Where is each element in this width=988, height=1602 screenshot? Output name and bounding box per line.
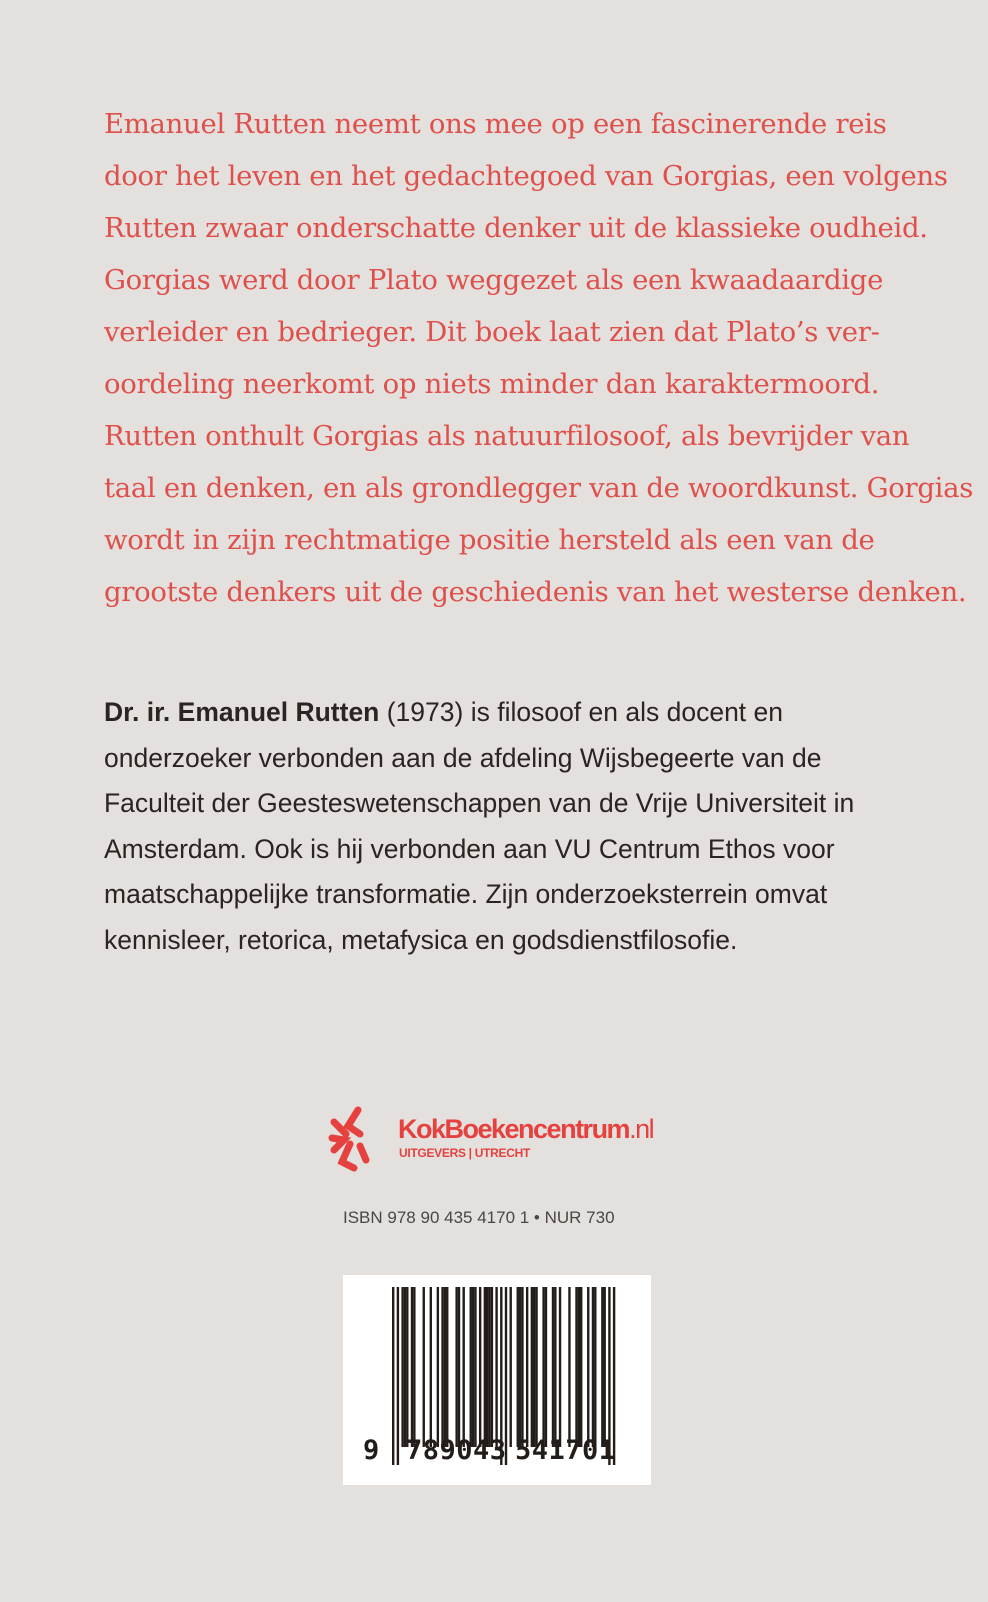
barcode-bar bbox=[458, 1287, 460, 1447]
blurb-text bbox=[104, 98, 973, 618]
barcode-bar bbox=[446, 1287, 448, 1447]
barcode-bar bbox=[568, 1287, 570, 1447]
blurb-line: wordt in zijn rechtmatige positie hersteld als een van de bbox=[104, 524, 875, 556]
barcode-bar bbox=[545, 1287, 547, 1447]
publisher-subtitle: UITGEVERS | UTRECHT bbox=[399, 1146, 530, 1160]
barcode-bar bbox=[474, 1287, 476, 1447]
blurb-line: oordeling neerkomt op niets minder dan karaktermoord. bbox=[104, 368, 880, 400]
barcode-bar bbox=[406, 1287, 408, 1447]
isbn-line: ISBN 978 90 435 4170 1 • NUR 730 bbox=[343, 1208, 615, 1227]
barcode-bar bbox=[401, 1287, 403, 1447]
barcode-bar bbox=[404, 1287, 406, 1447]
barcode-first-digit: 9 bbox=[363, 1435, 380, 1466]
barcode-bar bbox=[587, 1287, 589, 1447]
barcode-bar bbox=[552, 1287, 554, 1447]
barcode-bar bbox=[423, 1287, 425, 1447]
barcode-bar bbox=[463, 1287, 465, 1447]
barcode-left-digits: 789043 bbox=[406, 1435, 507, 1466]
barcode-bar bbox=[559, 1287, 561, 1447]
barcode-bar bbox=[441, 1287, 443, 1447]
barcode-bar bbox=[510, 1287, 512, 1447]
barcode-bar bbox=[601, 1287, 603, 1447]
publisher-star-icon bbox=[328, 1104, 374, 1174]
barcode-bar bbox=[488, 1287, 490, 1447]
barcode-bar bbox=[472, 1287, 474, 1447]
bio-line: maatschappelijke transformatie. Zijn onderzoeksterrein omvat bbox=[104, 879, 828, 909]
blurb-line: taal en denken, en als grondlegger van de woordkunst. Gorgias bbox=[104, 472, 974, 504]
barcode-bar bbox=[491, 1287, 493, 1447]
barcode-bar bbox=[526, 1287, 528, 1447]
barcode-bar bbox=[535, 1287, 537, 1447]
barcode-bar bbox=[397, 1287, 399, 1465]
barcode-bar bbox=[470, 1287, 472, 1447]
barcode-bar bbox=[479, 1287, 481, 1447]
barcode-bar bbox=[484, 1287, 486, 1447]
blurb-line: door het leven en het gedachtegoed van Gorgias, een volgens bbox=[104, 160, 948, 192]
barcode-bar bbox=[411, 1287, 413, 1447]
blurb-line: Rutten zwaar onderschatte denker uit de klassieke oudheid. bbox=[104, 212, 928, 244]
blurb-line: Gorgias werd door Plato weggezet als een kwaadaardige bbox=[104, 264, 884, 296]
bio-line: Faculteit der Geesteswetenschappen van de Vrije Universiteit in bbox=[104, 788, 855, 818]
bio-line: Amsterdam. Ook is hij verbonden aan VU Centrum Ethos voor bbox=[104, 833, 835, 864]
barcode-bar bbox=[486, 1287, 488, 1447]
author-bio bbox=[104, 690, 854, 963]
barcode-bar bbox=[437, 1287, 439, 1447]
barcode-bar bbox=[517, 1287, 519, 1447]
bio-line: onderzoeker verbonden aan de afdeling Wijsbegeerte van de bbox=[104, 742, 822, 773]
barcode-bar bbox=[580, 1287, 582, 1447]
barcode-bar bbox=[392, 1287, 394, 1465]
barcode-bar bbox=[531, 1287, 533, 1447]
barcode-bar bbox=[533, 1287, 535, 1447]
publisher-name: KokBoekencentrum bbox=[398, 1114, 630, 1144]
barcode-bar bbox=[521, 1287, 523, 1447]
blurb-line: Emanuel Rutten neemt ons mee op een fascinerende reis bbox=[104, 108, 887, 140]
barcode-bar bbox=[413, 1287, 415, 1447]
barcode-bar bbox=[578, 1287, 580, 1447]
barcode-bar bbox=[430, 1287, 432, 1447]
barcode bbox=[343, 1275, 651, 1485]
barcode-bar bbox=[444, 1287, 446, 1447]
barcode-bar bbox=[575, 1287, 577, 1447]
bio-line bbox=[104, 690, 854, 736]
barcode-bar bbox=[542, 1287, 544, 1447]
barcode-bar bbox=[455, 1287, 457, 1447]
barcode-right-digits: 541701 bbox=[515, 1435, 616, 1466]
blurb-line: Rutten onthult Gorgias als natuurfilosoof, als bevrijder van bbox=[104, 420, 910, 452]
blurb-line: grootste denkers uit de geschiedenis van het westerse denken. bbox=[104, 576, 967, 608]
barcode-bar bbox=[592, 1287, 594, 1447]
barcode-bar bbox=[519, 1287, 521, 1447]
barcode-bar bbox=[594, 1287, 596, 1447]
author-name: Dr. ir. Emanuel Rutten bbox=[104, 697, 380, 727]
publisher-domain: .nl bbox=[629, 1114, 654, 1144]
bio-line: kennisleer, retorica, metafysica en godsdienstfilosofie. bbox=[104, 924, 738, 955]
barcode-bar bbox=[604, 1287, 606, 1447]
barcode-bar bbox=[554, 1287, 556, 1447]
bio-first-line-rest: (1973) is filosoof en als docent en bbox=[379, 697, 784, 727]
barcode-bar bbox=[495, 1287, 497, 1447]
blurb-line: verleider en bedrieger. Dit boek laat zien dat Plato’s ver- bbox=[104, 316, 880, 348]
